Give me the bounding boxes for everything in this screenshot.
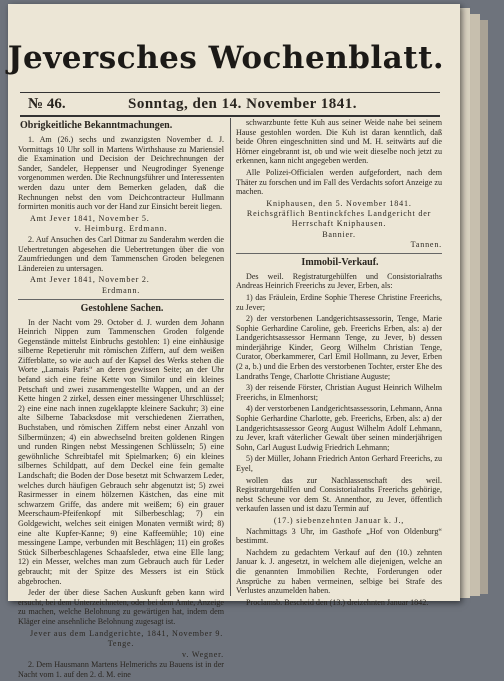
list-item: 1) das Fräulein, Erdine Sophie Therese Christine Freerichs, zu Jever;: [236, 292, 442, 312]
issue-date: Sonntag, den 14. November 1841.: [128, 96, 357, 112]
issue-number: № 46.: [28, 96, 66, 112]
signature-line: Jever aus dem Landgerichte, 1841, November 9.: [30, 628, 224, 638]
paragraph: Proclamsb. Bescheid den (13.) dreizehnten Januar 1842.: [246, 597, 429, 607]
signature-line: (17.) siebenzehnten Januar k. J.,: [273, 515, 405, 525]
paragraph: Nachmittags 3 Uhr, im Gasthofe „Hof von Oldenburg“ bestimmt.: [236, 526, 442, 546]
page-edge: [480, 20, 488, 594]
paragraph: 2. Dem Hausmann Martens Helmerichs zu Bauens ist in der Nacht vom 1. auf den 2. d. M. eine: [18, 660, 224, 679]
masthead-title: Jeversches Wochenblatt.: [7, 40, 445, 76]
section-heading-sale: Immobil-Verkauf.: [301, 256, 379, 268]
paragraph: Des weil. Registraturgehülfen und Consistorialraths Andreas Heinrich Freerichs zu Jever, Erben, als:: [236, 271, 442, 291]
page-edge: [460, 8, 470, 598]
signature-line: Amt Jever 1841, November 5.: [30, 213, 150, 223]
signature-line: v. Heimburg. Erdmann.: [74, 224, 168, 234]
paragraph: Alle Polizei-Officialen werden aufgefordert, nach dem Thäter zu forschen und im Fall des Verdachts sofort Anzeige zu machen.: [236, 167, 442, 197]
paragraph: 2. Auf Ansuchen des Carl Ditmar zu Sanderahm werden die Uebertretungen abgesehen die Uebertretungen über die von Zaumfriedungen und dem Tammenschen Groden belegenen Ländereien zu untersagen.: [18, 234, 224, 273]
left-column: [18, 118, 224, 681]
section-heading-stolen: Gestohlene Sachen.: [80, 302, 164, 314]
signature-line: Reichsgräflich Bentinckfches Landgericht der Herrschaft Kniphausen.: [246, 209, 432, 228]
list-item: 5) der Müller, Johann Friedrich Anton Gerhard Freerichs, zu Eyel,: [236, 454, 442, 473]
divider-rule: [18, 299, 224, 300]
paragraph: wollen das zur Nachlassenschaft des weil. Registraturgehülfen und Consistorialraths Freerichs gehörige, nebst Scheune vor dem St. Annenthor, zu Jever, öffentlich verkaufen lassen und ist dazu Termin auf: [236, 475, 442, 514]
paragraph: Nachdem zu gedachtem Verkauf auf den (10.) zehnten Januar k. J. angesetzt, in welchem alle diejenigen, welche an die genannten Immobilien Rechte, Forderungen oder Ansprüche zu haben vermeinen, selbige bei Strafe des Verlustes anzumelden haben.: [236, 547, 442, 596]
paragraph: Jeder der über diese Sachen Auskunft geben kann wird ersucht, bei dem Unterzeichneten, oder bei dem Amte, Anzeige zu machen, welche Belohnung zu gewärtigen hat, indem dem Kläger eine ansehnliche Belohnung zugesagt ist.: [18, 588, 224, 626]
paragraph: In der Nacht vom 29. October d. J. wurden dem Johann Heinrich Nippen zum Tammenschen Groden folgende Gegenstände mittelst Einbruchs gestohlen: 1) eine einhäusige silberne Repetieruhr mit römischen Ziffern, auf dem weißen Zifferblatte, so wie auch auf der Kapsel des Werks stehen die Worte „Lamais Paris“ an deren gewissen Seite; an der Uhr befand sich eine feine Kette von Similor und ein kleines Petschaft und zwei zusammengestellte Wappen, und an der Kette hingen 2 zirkel, dessen einer messingener Uhrschlüssel; 2) eine eine nach innen zugeklappte kleinere Sackuhr; 3) eine alte Silberne Tabacksdose mit verschiedenen Zierrathen, Buchstaben, und römischen Ziffern nebst einer Anzahl von Silbermünzen; 4) ein abwechselnd breiten goldenen Ringen und runden Ringen nebst Messingenen Schlüsseln; 5) eine gewöhnliche Schreibtafel mit Spielmarken; 6) ein kleines silbernes Schildpatt, auf dem Deckel eine fein gemalte Landschaft; die Boden der Dose besetzt mit Schwarzem Leder, welches durch häufigen Gebrauch sehr abgenutzt ist; 5) zwei Rasirmesser in einem hölzernen Kästchen, das eine mit schwarzem Griffe, das andere mit weißem; 6) ein grauer Meerschaum-Pfeifenkopf mit Silberbeschlag; 7) ein Goldgewicht, welches seit einigen Monaten vermißt wird; 8) eine alte Kupfer-Kanne; 9) eine Kaffeemühle; 10) eine messingene Lampe, verbunden mit Beschlägen; 11) ein großes Stück Silberbeschlagenes Schaafsleder, etwa eine Elle lang; 12) ein Messer, welches man zum Gebrauch auch für Leder gebraucht; mit der Spitze des Messers ist ein Stück abgebrochen.: [18, 317, 224, 586]
signature-line: Erdmann.: [101, 285, 141, 295]
signature-line: Bannier.: [322, 229, 356, 239]
signature-line: Kniphausen, den 5. November 1841.: [266, 198, 412, 208]
right-column: [236, 118, 442, 609]
list-item: 4) der verstorbenen Landgerichtsassessorin, Lehmann, Anna Sophie Gerhardine Charlotte, geb. Freerichs, Erben, als: a) der Landgerichtsassessor Georg August Wilhelm Adolf Lehmann, zu Jever, kraft väterlicher Gewalt über seinen minderjährigen Sohn, Carl August Ludwig Friedrich Lehmann;: [236, 404, 442, 452]
signature-line: Tenge.: [107, 639, 135, 649]
page-edge: [470, 14, 480, 596]
column-divider: [230, 118, 231, 596]
list-item: 2) der verstorbenen Landgerichtsassessorin, Tenge, Marie Sophie Gerhardine Caroline, geb. Freerichs Erben, als: a) der Landgerichtsassessor Hermann Tenge, zu Jever, b) dessen minderjährige Kinder, Georg Wilhelm Christian Tenge, Curator, Oberkammerer, Carl Emil Hollmann, zu Jever, Erben (2 a, b.) und die Erben des verstorbenen Tochter, erster Ehe des Landraths Tenge, Charlotte Christiane Auguste;: [236, 314, 442, 381]
signature-line: Tannen.: [410, 240, 442, 250]
signature-line: v. Wegner.: [182, 649, 224, 659]
section-heading-official: Obrigkeitliche Bekanntmachungen.: [20, 120, 173, 131]
list-item: 3) der reisende Förster, Christian August Heinrich Wilhelm Freerichs, in Elmenhorst;: [236, 383, 442, 402]
divider-rule: [236, 253, 442, 254]
paragraph: 1. Am (26.) sechs und zwanzigsten November d. J. Vormittags 10 Uhr soll in Martens Wirthshause zu Mariensiel die Examination und Decision der Deichrechnungen der Sander, Sandeler, Heppenser und Neugrodinger Syenenge vorgenommen werden. Die Rechnungsführer und Interessenten werden dazu unter dem Bemerken geladen, daß die Rechnungen nebst den vom Deichcontracteur Hullmann formirten monitis auch vor der Hand zur Einsicht bereit liegen.: [18, 135, 224, 212]
issue-line: [20, 92, 440, 117]
paragraph: schwarzbunte fette Kuh aus seiner Weide nahe bei seinem Hause gestohlen worden. Die Kuh ist daran kenntlich, daß beide Ohren eingeschnitten sind und M. H. seitwärts auf die Hörner eingebrannt ist, ob und wie weit dieselbe noch jetzt zu erkennen, kann nicht angegeben werden.: [236, 118, 442, 166]
signature-line: Amt Jever 1841, November 2.: [30, 275, 150, 285]
